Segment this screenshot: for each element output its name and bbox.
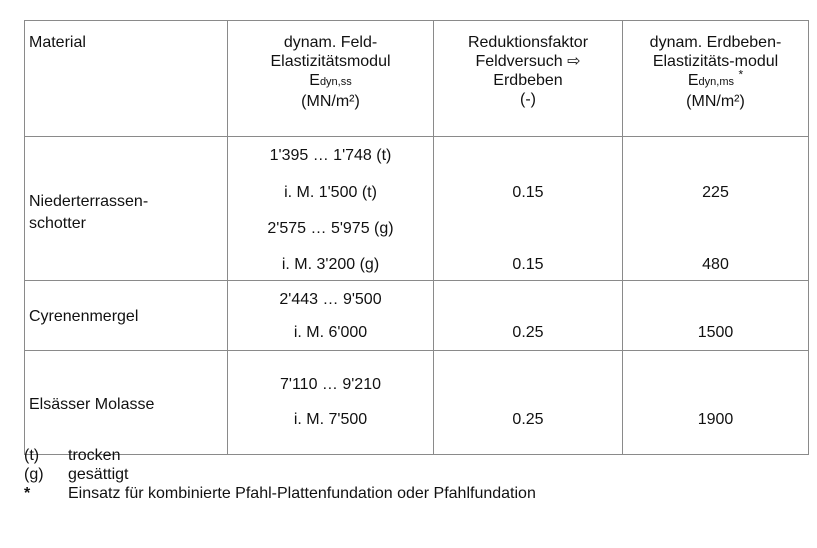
reduction-factor-cell bbox=[434, 351, 623, 455]
header-col2-line2: Elastizitätsmodul bbox=[270, 53, 391, 70]
footnote-key: * bbox=[24, 485, 31, 502]
quake-modulus-value: 1500 bbox=[697, 324, 734, 341]
footnote-text: trocken bbox=[68, 447, 121, 464]
header-reduction-factor bbox=[434, 21, 623, 137]
table-row bbox=[25, 351, 809, 455]
field-modulus-range: 7'110 … 9'210 bbox=[280, 376, 381, 393]
reduction-factor-cell bbox=[434, 281, 623, 351]
header-row bbox=[25, 21, 809, 137]
field-modulus-mean: i. M. 6'000 bbox=[293, 324, 368, 341]
field-modulus-mean: i. M. 1'500 (t) bbox=[284, 184, 377, 201]
field-modulus-cell bbox=[228, 281, 434, 351]
header-col2-sub: dyn,ss bbox=[319, 76, 352, 88]
material-name-line2: schotter bbox=[29, 215, 86, 232]
header-col4-sym: E bbox=[687, 72, 699, 89]
material-name: Cyrenenmergel bbox=[29, 308, 139, 325]
field-modulus-mean: i. M. 3'200 (g) bbox=[281, 256, 380, 273]
material-name: Elsässer Molasse bbox=[29, 396, 155, 413]
table-row bbox=[25, 281, 809, 351]
header-col2-line1: dynam. Feld- bbox=[283, 34, 378, 51]
footnote-dry bbox=[24, 446, 536, 465]
header-col2-sym: E bbox=[309, 72, 320, 89]
header-field-modulus bbox=[228, 21, 434, 137]
header-quake-modulus bbox=[623, 21, 809, 137]
quake-modulus-value: 1900 bbox=[697, 411, 734, 428]
header-col4-sub: dyn,ms bbox=[698, 76, 734, 88]
quake-modulus-cell bbox=[623, 351, 809, 455]
field-modulus-cell bbox=[228, 137, 434, 281]
material-cell bbox=[25, 351, 228, 455]
header-material-label: Material bbox=[29, 34, 86, 51]
footnote-text: Einsatz für kombinierte Pfahl-Plattenfundation oder Pfahlfundation bbox=[68, 485, 536, 502]
material-name-line1: Niederterrassen- bbox=[29, 193, 149, 210]
header-col3-line2: Feldversuch ⇨ bbox=[475, 53, 581, 70]
material-cell bbox=[25, 281, 228, 351]
soil-modulus-table bbox=[24, 20, 809, 455]
field-modulus-cell bbox=[228, 351, 434, 455]
header-col4-symbol bbox=[623, 67, 808, 92]
header-col4-line1: dynam. Erdbeben- bbox=[649, 34, 782, 51]
footnote-text: gesättigt bbox=[68, 466, 129, 483]
header-col4-line2: Elastizitäts-modul bbox=[652, 53, 779, 70]
footnote-key: (g) bbox=[24, 466, 44, 483]
quake-modulus-value: 480 bbox=[702, 256, 729, 273]
quake-modulus-value: 225 bbox=[702, 184, 729, 201]
reduction-factor-value: 0.15 bbox=[512, 184, 544, 201]
header-col4-star: * bbox=[738, 67, 744, 82]
footnote-key: (t) bbox=[24, 447, 40, 464]
reduction-factor-value: 0.15 bbox=[512, 256, 544, 273]
header-material bbox=[25, 21, 228, 137]
reduction-factor-cell bbox=[434, 137, 623, 281]
material-cell bbox=[25, 137, 228, 281]
footnotes bbox=[24, 446, 536, 503]
header-col2-symbol bbox=[228, 71, 433, 92]
header-col2-unit: (MN/m²) bbox=[301, 93, 360, 110]
header-col4-unit: (MN/m²) bbox=[686, 93, 745, 110]
footnote-application bbox=[24, 484, 536, 503]
table-row bbox=[25, 137, 809, 281]
header-col3-line1: Reduktionsfaktor bbox=[467, 34, 589, 51]
field-modulus-range: 1'395 … 1'748 (t) bbox=[269, 147, 392, 164]
quake-modulus-cell bbox=[623, 137, 809, 281]
reduction-factor-value: 0.25 bbox=[512, 411, 544, 428]
field-modulus-range: 2'443 … 9'500 bbox=[279, 291, 382, 308]
footnote-saturated bbox=[24, 465, 536, 484]
header-col3-line3: Erdbeben bbox=[493, 72, 563, 89]
reduction-factor-value: 0.25 bbox=[512, 324, 544, 341]
header-col3-unit: (-) bbox=[520, 91, 536, 108]
field-modulus-range: 2'575 … 5'975 (g) bbox=[267, 220, 394, 237]
quake-modulus-cell bbox=[623, 281, 809, 351]
field-modulus-mean: i. M. 7'500 bbox=[293, 411, 368, 428]
